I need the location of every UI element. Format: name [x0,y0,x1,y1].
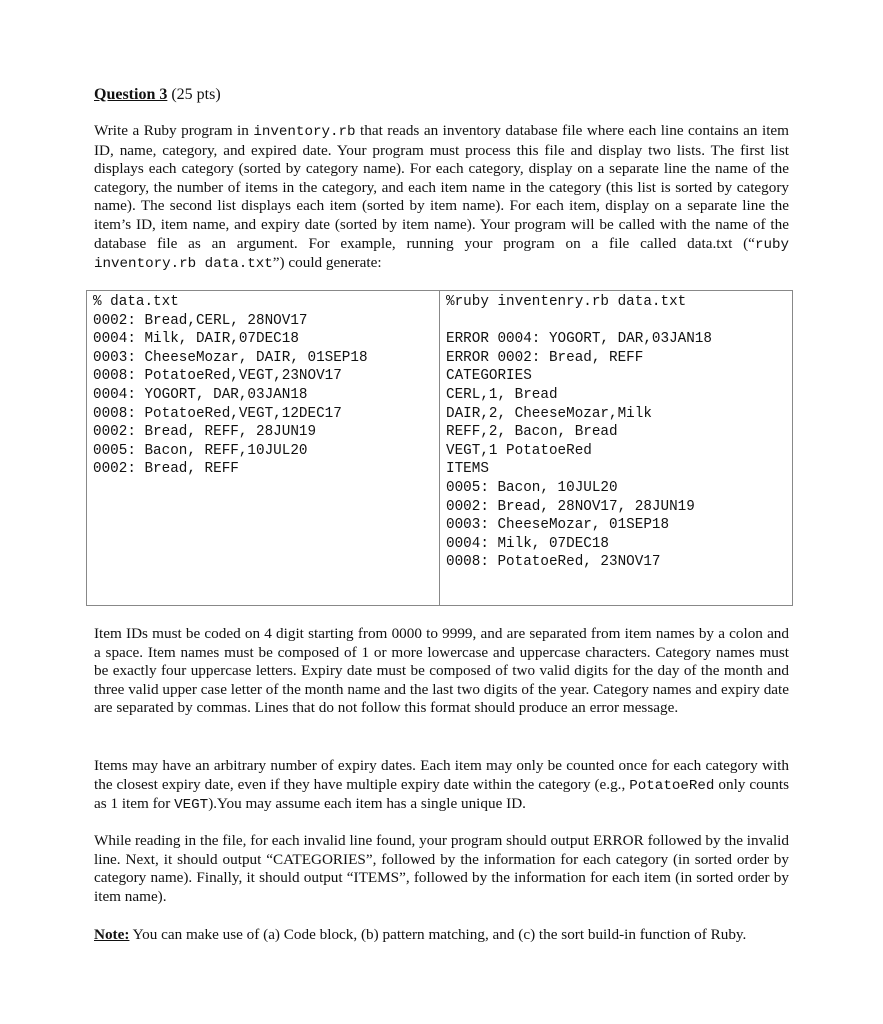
intro-paragraph [94,122,789,274]
output-line: ERROR 0002: Bread, REFF [446,349,644,366]
input-line: 0002: Bread, REFF, 28JUN19 [93,424,317,441]
input-line: 0002: Bread,CERL, 28NOV17 [93,312,308,329]
format-rules-paragraph: Item IDs must be coded on 4 digit starting from 0000 to 9999, and are separated from item names by a colon and a space. Item names must be composed of 1 or more lowercase and uppercase characters. Category names must be exactly four uppercase letters. Expiry date must be composed of two valid digits for the day of the month and three valid upper case letter of the month name and the last two digits of the year. Category names and expiry date are separated by commas. Lines that do not follow this format should produce an error message. [94,625,789,717]
input-line: 0008: PotatoeRed,VEGT,23NOV17 [93,368,342,385]
input-line: 0005: Bacon, REFF,10JUL20 [93,442,308,459]
blank-line [446,312,786,331]
expiry-code-category: VEGT [174,797,209,814]
intro-text-1: Write a Ruby program in [94,122,254,139]
input-line: 0008: PotatoeRed,VEGT,12DEC17 [93,405,342,422]
output-line: ITEMS [446,461,489,478]
output-line: DAIR,2, CheeseMozar,Milk [446,405,652,422]
intro-text-2: that reads an inventory database file where each line contains an item ID, name, category, and expired date. Your program must process this file and display two lists. The first list displays each category (sorted by category name). For each category, display on a separate line the name of the category, the number of items in the category, and each item name in the category (this list is sorted by category name). The second list displays each item (sorted by item name). For each item, display on a separate line the item’s ID, item name, and expiry date (sorted by item name). Your program will be called with the name of the database file as an argument. For example, running your program on a file called data.txt (“ [94,122,789,252]
intro-text-3: ”) could generate: [272,254,382,272]
output-line: VEGT,1 PotatoeRed [446,442,592,459]
question-number: Question 3 [94,86,168,103]
expiry-text-1: Items may have an arbitrary number of expiry dates. Each item may only be counted once for each category with the closest expiry date, even if they have multiple expiry date within the category (e.g., [94,757,789,793]
output-line: 0002: Bread, 28NOV17, 28JUN19 [446,498,695,515]
input-line: 0003: CheeseMozar, DAIR, 01SEP18 [93,349,368,366]
example-output-cell [440,291,793,606]
output-line: CATEGORIES [446,368,532,385]
output-line: 0005: Bacon, 10JUL20 [446,479,618,496]
output-line: 0003: CheeseMozar, 01SEP18 [446,517,670,534]
intro-code-filename: inventory.rb [253,124,356,140]
note-label: Note: [94,926,130,943]
note-text: You can make use of (a) Code block, (b) pattern matching, and (c) the sort build-in function of Ruby. [129,926,747,943]
question-heading [94,86,221,104]
output-line: 0008: PotatoeRed, 23NOV17 [446,554,661,571]
example-input-cell [87,291,440,606]
question-points: (25 pts) [171,86,221,103]
example-io-table [86,290,793,606]
expiry-code-item: PotatoeRed [629,777,715,794]
input-line: 0004: Milk, DAIR,07DEC18 [93,331,299,348]
output-line: REFF,2, Bacon, Bread [446,424,618,441]
input-line: % data.txt [93,294,179,310]
input-line: 0004: YOGORT, DAR,03JAN18 [93,386,308,403]
intro-code-command: ruby inventory.rb data.txt [94,236,789,273]
expiry-rules-paragraph [94,757,789,815]
expiry-text-2: only counts as 1 item for [94,775,790,813]
output-line: ERROR 0004: YOGORT, DAR,03JAN18 [446,331,712,348]
output-order-paragraph: While reading in the file, for each invalid line found, your program should output ERROR followed by the invalid line. Next, it should output “CATEGORIES”, followed by the information for each category (in sorted order by category name). Finally, it should output “ITEMS”, followed by the information for each item (in sorted order by item name). [94,832,789,905]
output-header: %ruby inventenry.rb data.txt [446,294,687,310]
input-line: 0002: Bread, REFF [93,461,239,478]
output-line: 0004: Milk, 07DEC18 [446,535,610,552]
expiry-text-3: ).You may assume each item has a single unique ID. [208,795,526,813]
output-line: CERL,1, Bread [446,386,558,403]
note-paragraph [94,926,789,945]
